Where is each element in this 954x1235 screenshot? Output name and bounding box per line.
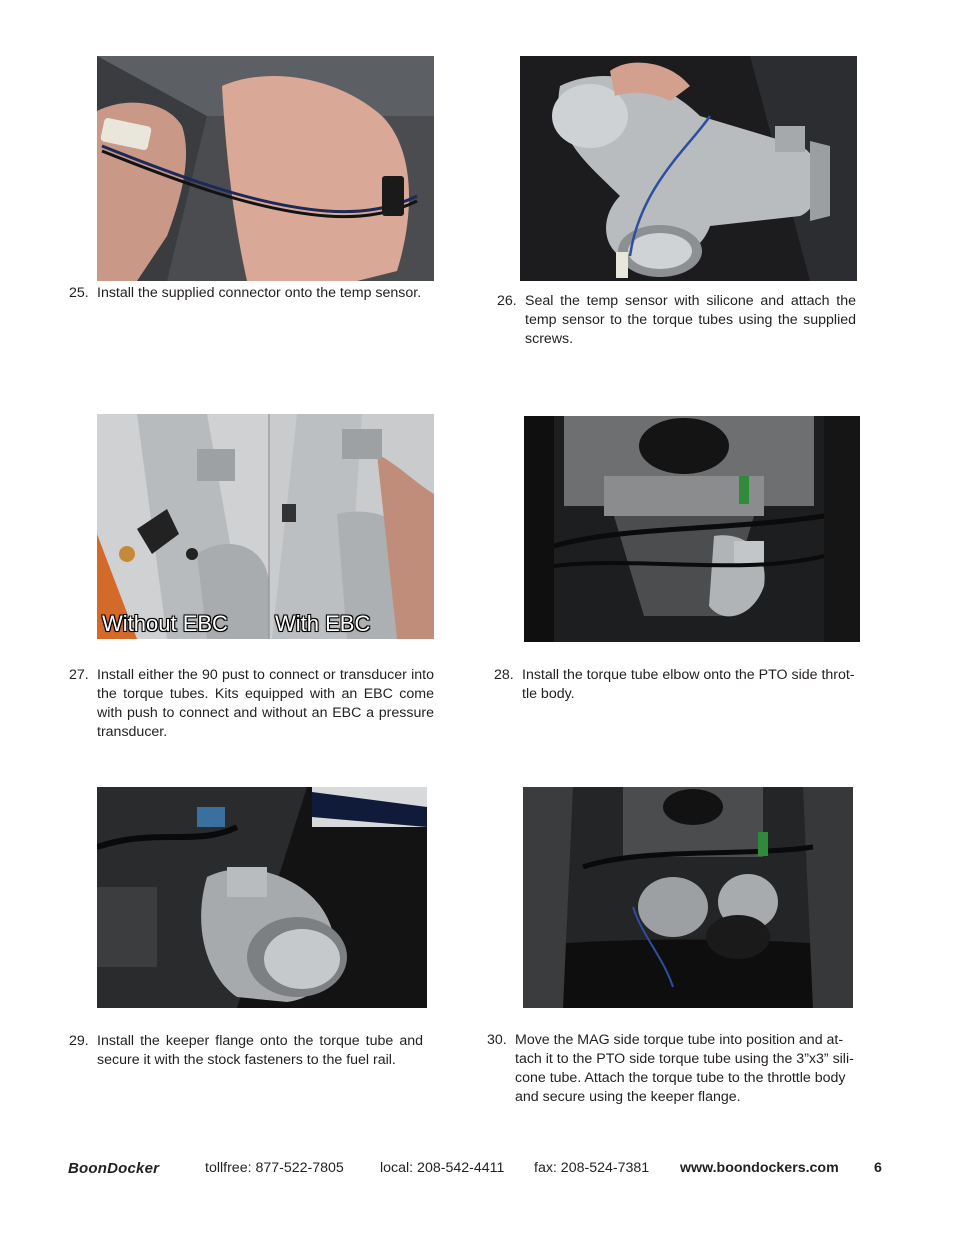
step-27 (69, 666, 434, 742)
fax-number: fax: 208-524-7381 (534, 1160, 650, 1176)
step-number: 30. (487, 1032, 507, 1048)
without-ebc-label: Without EBC (102, 611, 228, 636)
photo-keeper-flange (97, 787, 427, 1008)
photo-ebc-comparison (97, 414, 434, 639)
page-footer (0, 1158, 954, 1180)
step-30 (487, 1031, 857, 1107)
step-text: Move the MAG side torque tube into position and at-tach it to the PTO side torque tube using the 3”x3” sili-cone tube. Attach the torque tube to the throttle body and secure using the keeper flange. (515, 1032, 854, 1105)
brand-logo: BoonDocker (68, 1160, 160, 1177)
step-number: 27. (69, 667, 89, 683)
step-25 (69, 284, 439, 303)
website-link[interactable]: www.boondockers.com (680, 1160, 839, 1176)
step-text: Seal the temp sensor with silicone and attach the temp sensor to the torque tubes using the supplied screws. (525, 293, 856, 347)
step-26 (497, 292, 856, 349)
photo-connector-on-hand (97, 56, 434, 281)
step-29 (69, 1032, 423, 1070)
step-28 (494, 666, 860, 704)
step-text: Install the torque tube elbow onto the PTO side throt-tle body. (522, 667, 855, 702)
step-number: 25. (69, 285, 89, 301)
local-phone: local: 208-542-4411 (380, 1160, 505, 1176)
step-number: 28. (494, 667, 514, 683)
tollfree-phone: tollfree: 877-522-7805 (205, 1160, 344, 1176)
photo-temp-sensor-on-tube (520, 56, 857, 281)
step-text: Install either the 90 pust to connect or transducer into the torque tubes. Kits equipped with an EBC come with push to connect and without an EBC a pressure transducer. (97, 667, 434, 740)
step-number: 29. (69, 1033, 89, 1049)
photo-mag-side-tube (523, 787, 853, 1008)
with-ebc-label: With EBC (275, 611, 371, 636)
photo-torque-tube-elbow (524, 416, 860, 642)
step-text: Install the supplied connector onto the temp sensor. (97, 285, 422, 301)
step-number: 26. (497, 293, 517, 309)
step-text: Install the keeper flange onto the torque tube and secure it with the stock fasteners to the fuel rail. (97, 1033, 423, 1068)
page-number: 6 (874, 1160, 882, 1176)
